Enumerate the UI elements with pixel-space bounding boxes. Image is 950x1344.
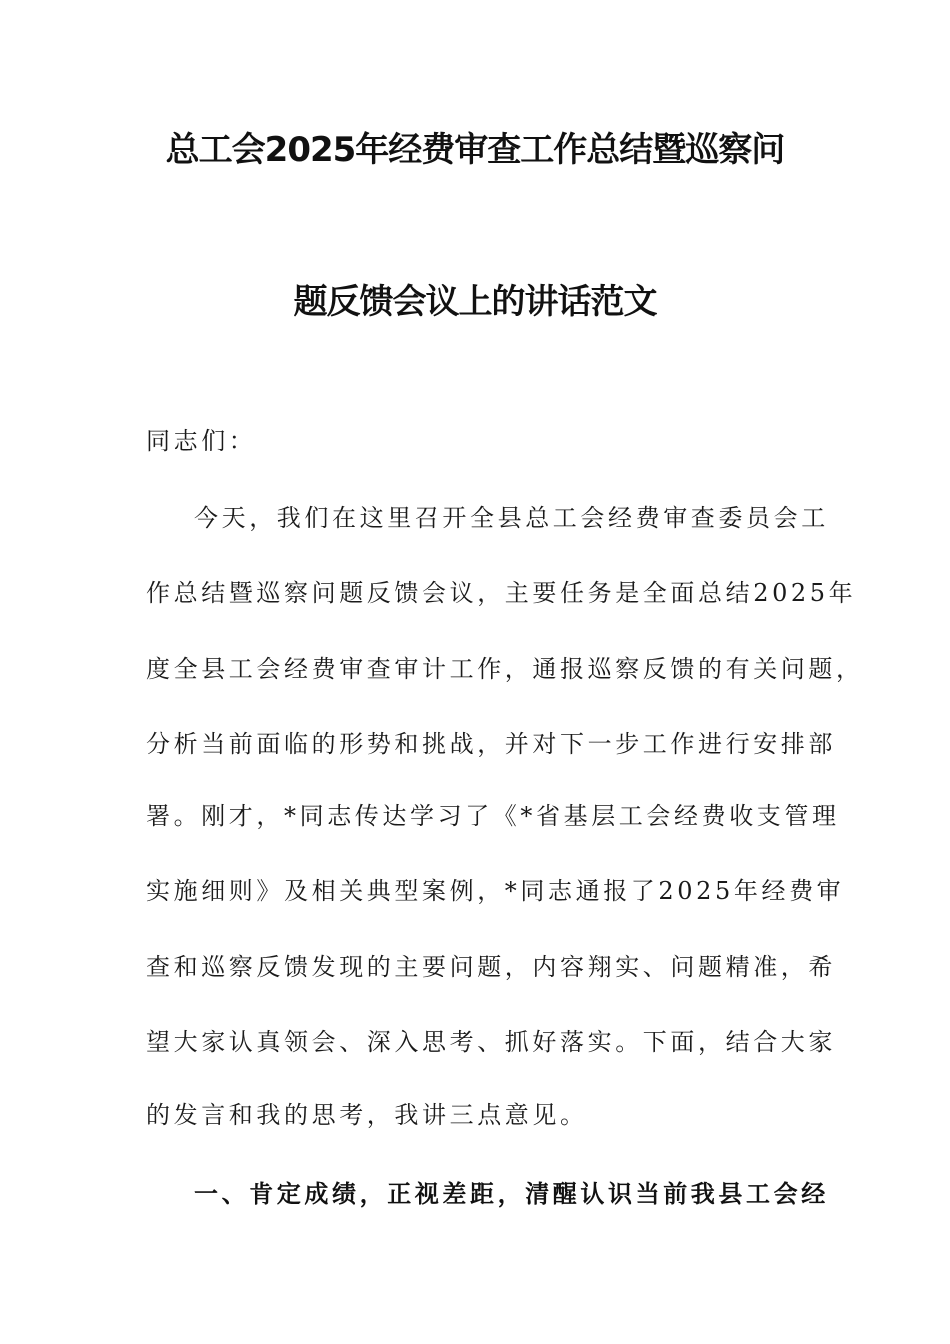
section-heading: 一、肯定成绩，正视差距，清醒认识当前我县工会经 xyxy=(194,1179,829,1208)
document-title-line-2: 题反馈会议上的讲话范文 xyxy=(293,282,657,322)
paragraph-line: 度全县工会经费审查审计工作，通报巡察反馈的有关问题， xyxy=(146,655,864,683)
paragraph-line: 的发言和我的思考，我讲三点意见。 xyxy=(146,1101,588,1129)
paragraph-line: 望大家认真领会、深入思考、抓好落实。下面，结合大家 xyxy=(146,1028,836,1056)
paragraph-line: 署。刚才，*同志传达学习了《*省基层工会经费收支管理 xyxy=(146,802,840,830)
paragraph-line: 查和巡察反馈发现的主要问题，内容翔实、问题精准，希 xyxy=(146,953,836,981)
paragraph-line: 分析当前面临的形势和挑战，并对下一步工作进行安排部 xyxy=(146,730,836,758)
paragraph-line: 作总结暨巡察问题反馈会议，主要任务是全面总结2025年 xyxy=(146,579,857,607)
salutation: 同志们： xyxy=(146,427,257,455)
paragraph-line: 今天，我们在这里召开全县总工会经费审查委员会工 xyxy=(194,504,829,532)
paragraph-line: 实施细则》及相关典型案例，*同志通报了2025年经费审 xyxy=(146,877,845,905)
document-title-line-1: 总工会2025年经费审查工作总结暨巡察问 xyxy=(165,130,785,170)
